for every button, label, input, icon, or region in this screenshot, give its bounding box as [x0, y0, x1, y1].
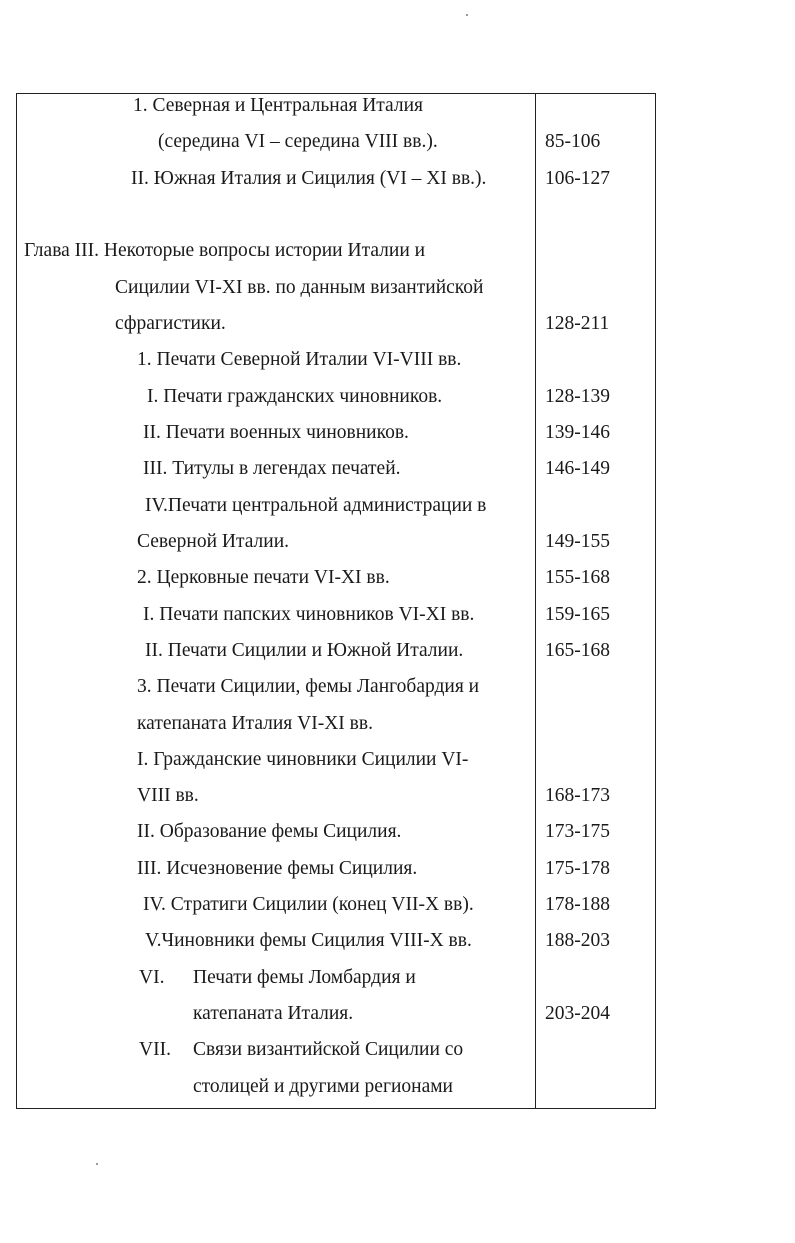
- page-range: 128-139: [545, 386, 610, 407]
- toc-entry: сфрагистики.: [115, 313, 226, 334]
- page-range: 173-175: [545, 821, 610, 842]
- page-range: 168-173: [545, 785, 610, 806]
- toc-entry: I. Гражданские чиновники Сицилии VI-: [137, 749, 469, 770]
- page-range: 178-188: [545, 894, 610, 915]
- page-range: 203-204: [545, 1003, 610, 1024]
- toc-chapter-heading: Глава III. Некоторые вопросы истории Италии и: [24, 240, 426, 261]
- toc-entry: II. Печати военных чиновников.: [143, 422, 409, 443]
- toc-entry: I. Печати папских чиновников VI-XI вв.: [143, 604, 475, 625]
- page-range: 155-168: [545, 567, 610, 588]
- toc-entry: 1. Печати Северной Италии VI-VIII вв.: [137, 349, 462, 370]
- toc-entry: IV. Стратиги Сицилии (конец VII-X вв).: [143, 894, 474, 915]
- page-range: 165-168: [545, 640, 610, 661]
- page-range: 128-211: [545, 313, 610, 334]
- toc-entry: (середина VI – середина VIII вв.).: [158, 131, 438, 152]
- page-range: 149-155: [545, 531, 610, 552]
- toc-entry: II. Печати Сицилии и Южной Италии.: [145, 640, 464, 661]
- page-range: 175-178: [545, 858, 610, 879]
- toc-entry: Печати фемы Ломбардия и: [193, 967, 416, 988]
- toc-entry: Связи византийской Сицилии со: [193, 1039, 464, 1060]
- toc-entry: VIII вв.: [137, 785, 199, 806]
- toc-entry: IV.Печати центральной администрации в: [145, 495, 487, 516]
- toc-entry: Северной Италии.: [137, 531, 290, 552]
- toc-entry: V.Чиновники фемы Сицилия VIII-X вв.: [145, 930, 472, 951]
- toc-entry: 3. Печати Сицилии, фемы Лангобардия и: [137, 676, 480, 697]
- toc-entry: Сицилии VI-XI вв. по данным византийской: [115, 277, 484, 298]
- toc-entry: III. Исчезновение фемы Сицилия.: [137, 858, 418, 879]
- page-range: 85-106: [545, 131, 601, 152]
- toc-entry: II. Южная Италия и Сицилия (VI – XI вв.).: [131, 168, 487, 189]
- toc-entry: III. Титулы в легендах печатей.: [143, 458, 401, 479]
- toc-entry: катепаната Италия VI-XI вв.: [137, 713, 373, 734]
- scan-speck: [466, 14, 468, 16]
- toc-entry: II. Образование фемы Сицилия.: [137, 821, 402, 842]
- toc-entry-number: VII.: [139, 1039, 171, 1060]
- page-range: 188-203: [545, 930, 610, 951]
- toc-entry: 2. Церковные печати VI-XI вв.: [137, 567, 390, 588]
- page-range: 146-149: [545, 458, 610, 479]
- page-range: 139-146: [545, 422, 610, 443]
- page-range: 106-127: [545, 168, 610, 189]
- toc-entry: катепаната Италия.: [193, 1003, 354, 1024]
- page-range: 159-165: [545, 604, 610, 625]
- toc-entry: I. Печати гражданских чиновников.: [147, 386, 443, 407]
- column-divider: [535, 94, 536, 1108]
- toc-entry-number: VI.: [139, 967, 165, 988]
- toc-entry: столицей и другими регионами: [193, 1076, 453, 1097]
- table-of-contents: [16, 93, 656, 1109]
- toc-entry: 1. Северная и Центральная Италия: [133, 95, 424, 116]
- scan-speck: [96, 1163, 98, 1165]
